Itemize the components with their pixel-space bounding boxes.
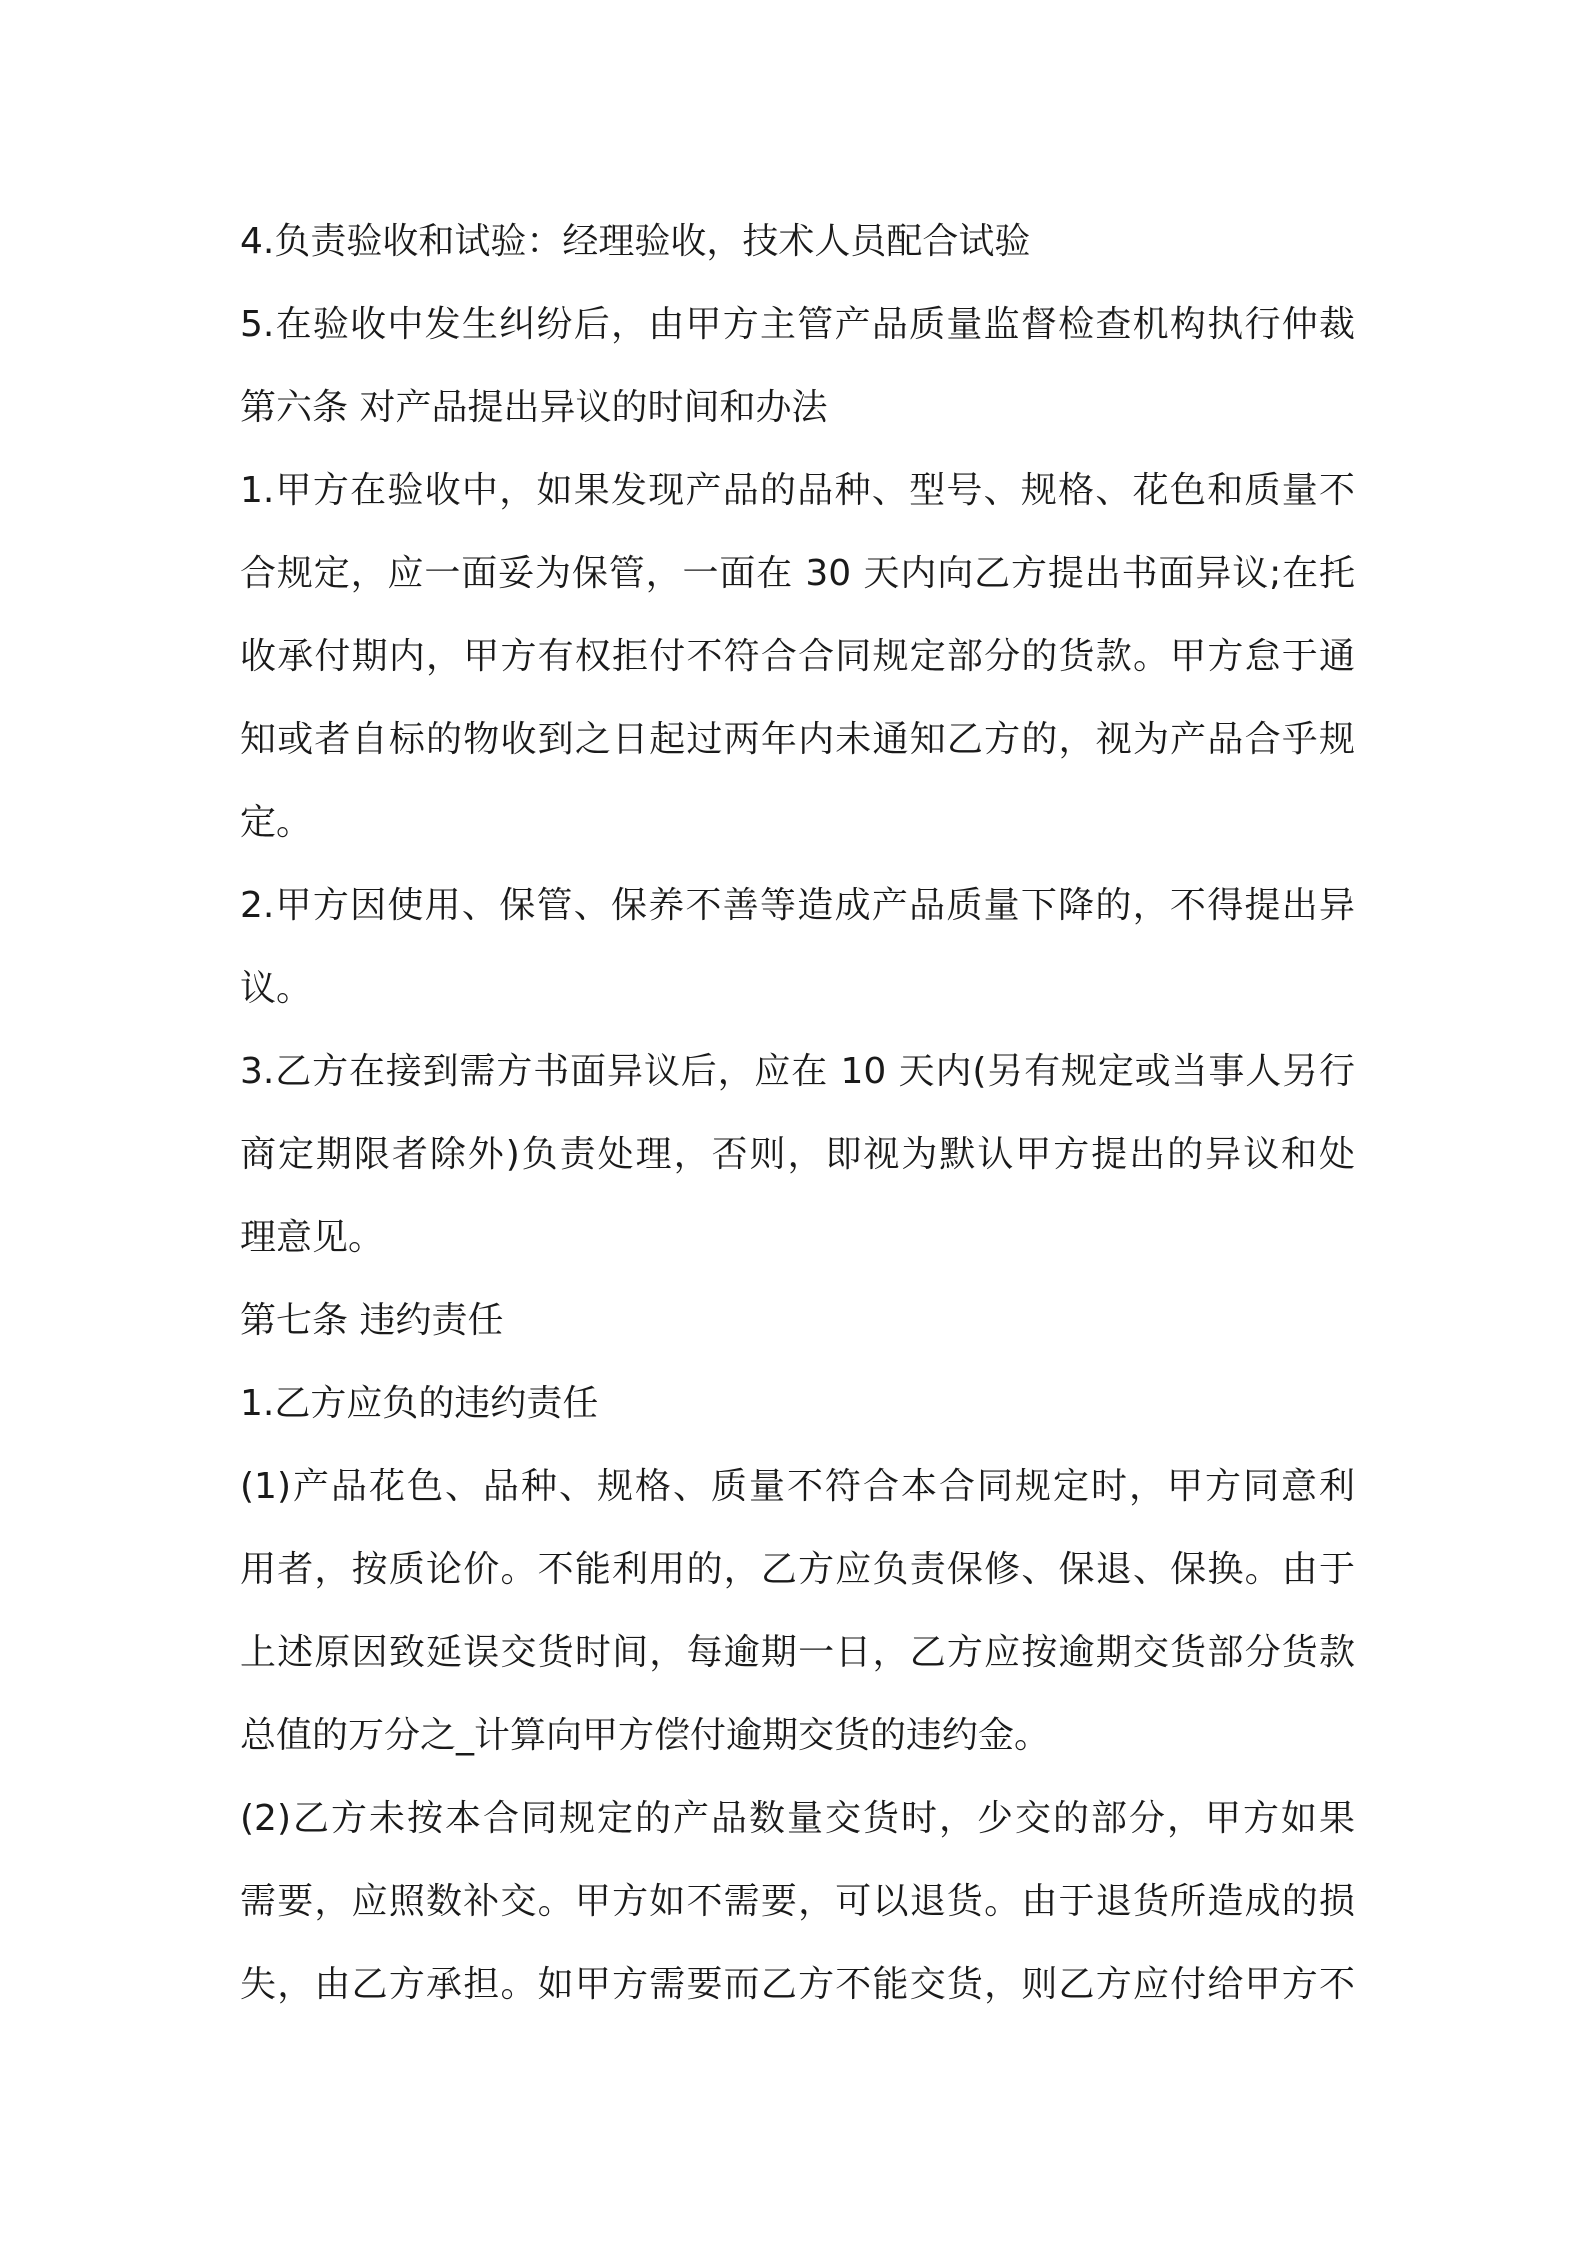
text-line-4: 1.甲方在验收中，如果发现产品的品种、型号、规格、花色和质量不 [240,470,1355,511]
text-line-10: 议。 [240,968,313,1009]
text-line-21: 需要，应照数补交。甲方如不需要，可以退货。由于退货所造成的损 [240,1881,1355,1922]
text-line-2: 5.在验收中发生纠纷后，由甲方主管产品质量监督检查机构执行仲裁 [240,304,1355,345]
text-line-1: 4.负责验收和试验：经理验收，技术人员配合试验 [240,221,1031,262]
text-line-18: 上述原因致延误交货时间，每逾期一日，乙方应按逾期交货部分货款 [240,1632,1355,1673]
text-line-15: 1.乙方应负的违约责任 [240,1383,599,1424]
text-line-16: (1)产品花色、品种、规格、质量不符合本合同规定时，甲方同意利 [240,1466,1355,1507]
text-line-8: 定。 [240,802,313,843]
text-line-7: 知或者自标的物收到之日起过两年内未通知乙方的，视为产品合乎规 [240,719,1355,760]
article-7-heading: 第七条 违约责任 [240,1300,504,1341]
text-line-11: 3.乙方在接到需方书面异议后，应在 10 天内(另有规定或当事人另行 [240,1051,1355,1092]
text-line-20: (2)乙方未按本合同规定的产品数量交货时，少交的部分，甲方如果 [240,1798,1355,1839]
text-line-22: 失，由乙方承担。如甲方需要而乙方不能交货，则乙方应付给甲方不 [240,1964,1355,2005]
text-line-19: 总值的万分之_计算向甲方偿付逾期交货的违约金。 [240,1715,1051,1756]
text-line-13: 理意见。 [240,1217,385,1258]
text-line-5: 合规定，应一面妥为保管，一面在 30 天内向乙方提出书面异议;在托 [240,553,1355,594]
text-line-17: 用者，按质论价。不能利用的，乙方应负责保修、保退、保换。由于 [240,1549,1355,1590]
text-line-9: 2.甲方因使用、保管、保养不善等造成产品质量下降的，不得提出异 [240,885,1355,926]
text-line-6: 收承付期内，甲方有权拒付不符合合同规定部分的货款。甲方怠于通 [240,636,1355,677]
text-line-12: 商定期限者除外)负责处理，否则，即视为默认甲方提出的异议和处 [240,1134,1355,1175]
document-body [240,200,1355,2026]
article-6-heading: 第六条 对产品提出异议的时间和办法 [240,387,828,428]
